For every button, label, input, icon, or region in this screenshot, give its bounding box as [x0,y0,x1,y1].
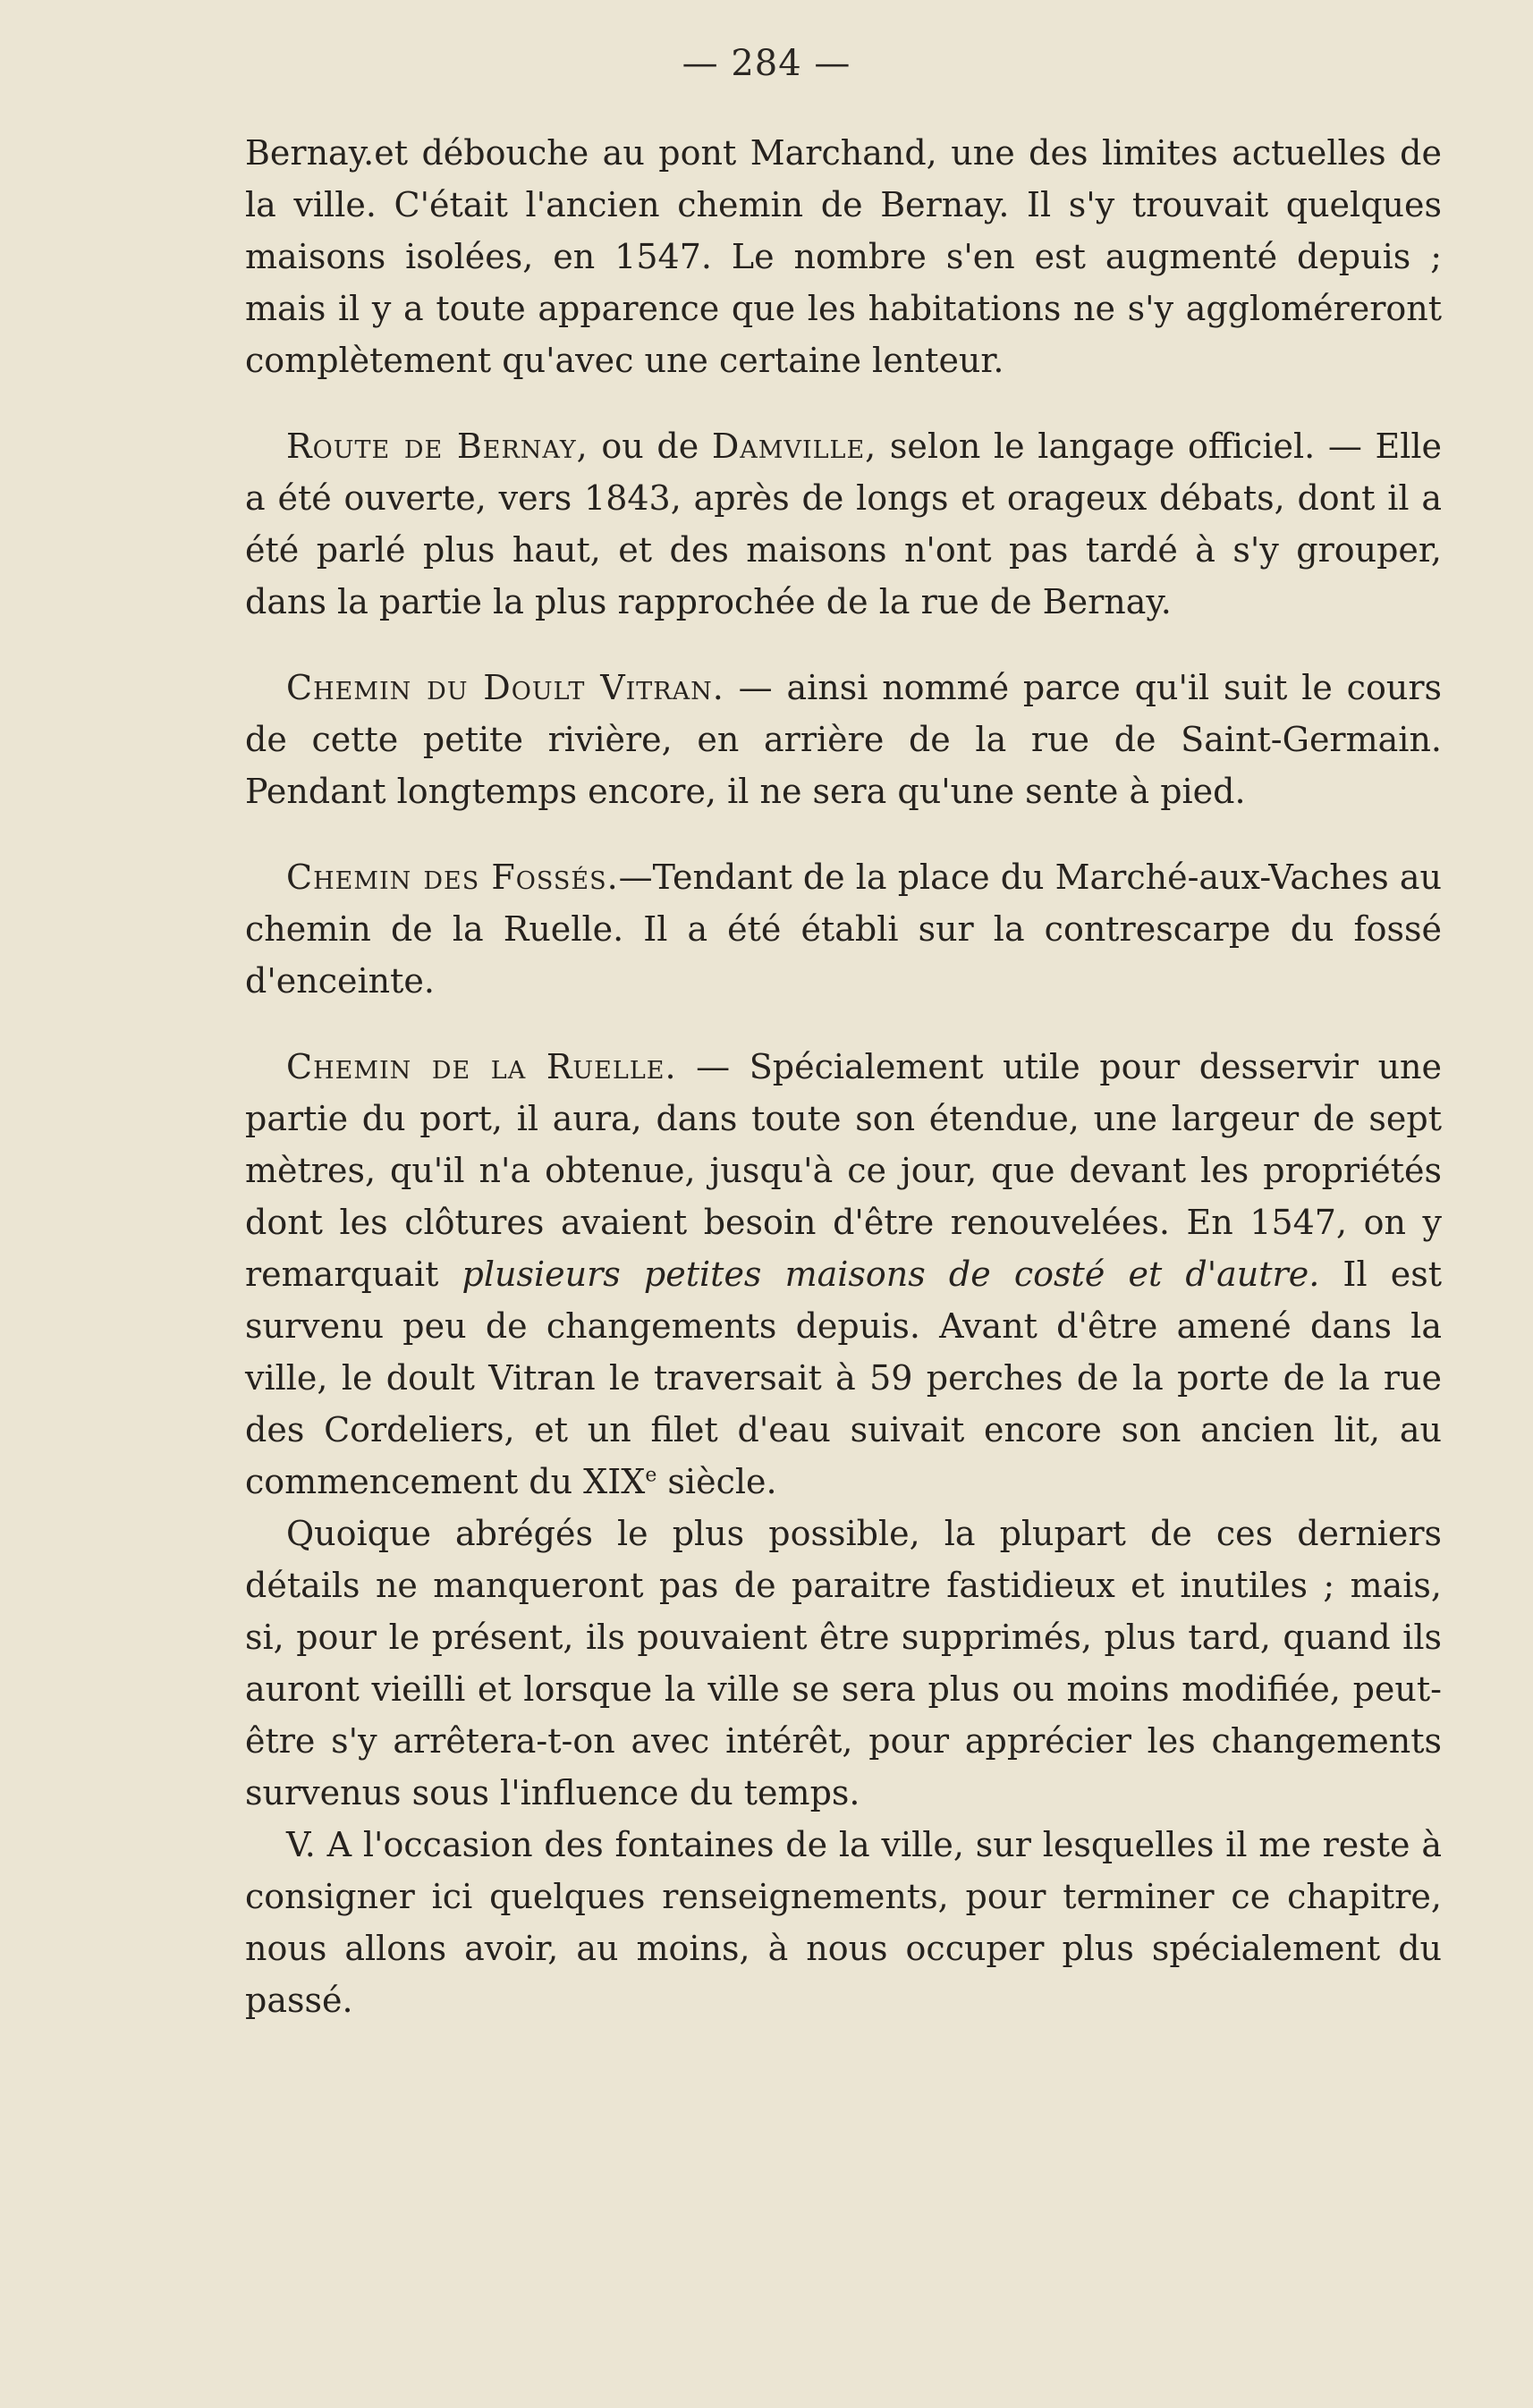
page-number: — 284 — [682,43,851,84]
paragraph-quoique [245,1508,1442,1819]
street-heading: Damville, [711,427,877,466]
paragraph-text: selon le langage officiel. — Elle a été ouverte, vers 1843, après de longs et orageux débats, dont il a été parlé plus haut, et des maisons n'ont pas tardé à s'y grouper, dans la partie la plus rapprochée de la rue de Bernay. [245,427,1443,621]
paragraph-text: siècle. [656,1462,777,1501]
paragraph-chemin-des-fosses [245,851,1442,1007]
body-text [245,127,1442,2026]
paragraph-fontaines [245,1819,1442,2026]
paragraph-route-de-bernay [245,420,1442,628]
paragraph-text: Bernay.et débouche au pont Marchand, une des limites actuelles de la ville. C'était l'ancien chemin de Bernay. Il s'y trouvait quelques maisons isolées, en 1547. Le nombre s'en est augmenté depuis ; mais il y a toute apparence que les habitations ne s'y aggloméreront complètement qu'avec une certaine lenteur. [245,133,1442,380]
paragraph-text: —Tendant de la place du Marché-aux-Vaches au chemin de la Ruelle. Il a été établi sur la contrescarpe du fossé d'enceinte. [245,858,1442,1001]
street-heading: Chemin du Doult Vitran. [286,668,724,707]
paragraph-text: Il est survenu peu de changements depuis. Avant d'être amené dans la ville, le doult Vitran le traversait à 59 perches de la porte de la rue des Cordeliers, et un filet d'eau suivait encore son ancien lit, au commencement du XIX [245,1255,1443,1501]
superscript: e [645,1464,657,1487]
street-heading: Chemin de la Ruelle. [286,1047,677,1086]
paragraph-text: — ainsi nommé parce qu'il suit le cours de cette petite rivière, en arrière de la rue de Saint-Germain. Pendant longtemps encore, il ne sera qu'une sente à pied. [245,668,1442,811]
paragraph-chemin-du-doult-vitran [245,662,1442,817]
paragraph-text: V. A l'occasion des fontaines de la ville, sur lesquelles il me reste à consigner ici quelques renseignements, pour terminer ce chapitre, nous allons avoir, au moins, à nous occuper plus spécialement du passé. [245,1825,1442,2020]
paragraph-text: — Spécialement utile pour desservir une partie du port, il aura, dans toute son étendue, une largeur de sept mètres, qu'il n'a obtenue, jusqu'à ce jour, que devant les propriétés dont les clôtures avaient besoin d'être renouvelées. En 1547, on y remarquait [245,1047,1442,1294]
paragraph-text: Quoique abrégés le plus possible, la plupart de ces derniers détails ne manqueront pas de paraitre fastidieux et inutiles ; mais, si, pour le présent, ils pouvaient être supprimés, plus tard, quand ils auront vieilli et lorsque la ville se sera plus ou moins modifiée, peut-être s'y arrêtera-t-on avec intérêt, pour apprécier les changements survenus sous l'influence du temps. [245,1514,1442,1812]
paragraph-text: ou de [588,427,712,466]
paragraph-chemin-de-la-ruelle [245,1041,1442,1508]
street-heading: Chemin des Fossés. [286,858,619,897]
italic-quotation: plusieurs petites maisons de costé et d'autre. [462,1255,1320,1294]
street-heading: Route de Bernay, [286,427,589,466]
paragraph-bernay-continuation [245,127,1442,386]
